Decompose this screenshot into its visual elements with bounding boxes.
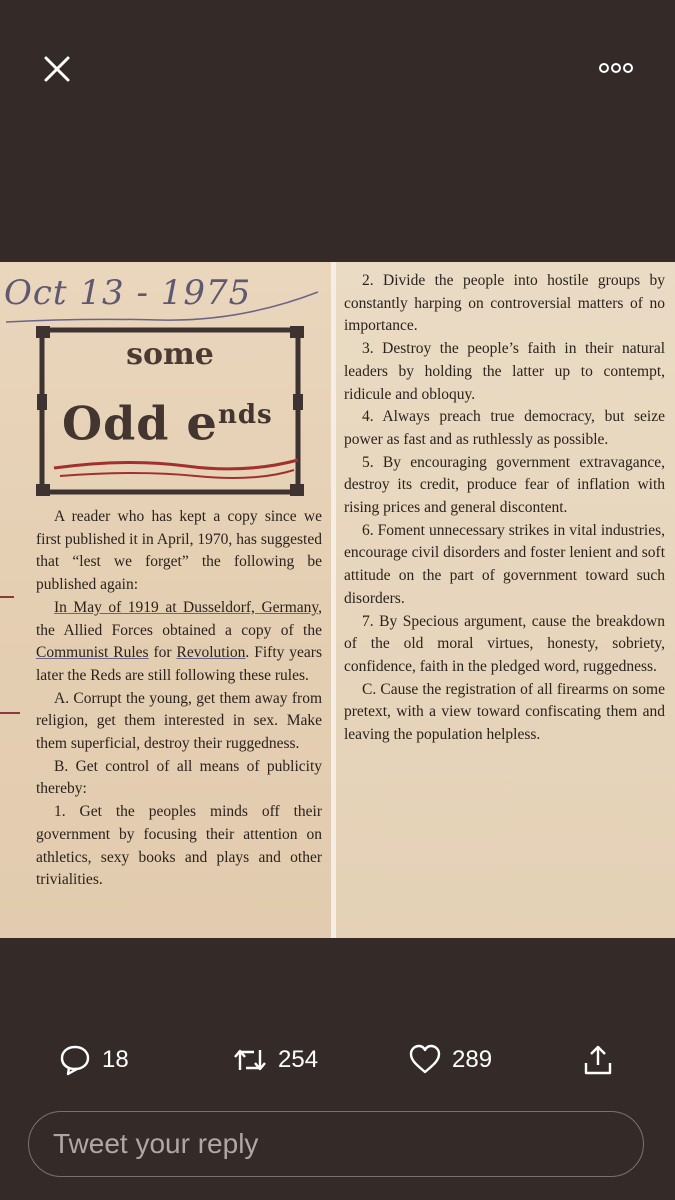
clipping-left-column xyxy=(0,262,332,938)
reply-placeholder: Tweet your reply xyxy=(53,1128,259,1159)
underlined-text: In May of 1919 at Dusseldorf, Germany xyxy=(54,598,319,616)
reply-count: 18 xyxy=(102,1046,129,1073)
paragraph: 2. Divide the people into hostile groups by constantly harping on controversial matters of no importance. xyxy=(344,272,665,335)
paragraph: B. Get control of all means of publicity thereby: xyxy=(36,757,322,798)
tweet-image[interactable] xyxy=(0,262,675,938)
more-options-button[interactable] xyxy=(596,56,636,80)
more-options-icon xyxy=(596,56,636,80)
retweet-count: 254 xyxy=(278,1046,319,1073)
margin-mark xyxy=(0,712,20,714)
paragraph: C. Cause the registration of all firearms on some pretext, with a view toward confiscating them and leaving the population helpless. xyxy=(344,680,665,744)
close-icon xyxy=(38,50,76,88)
header-frame xyxy=(36,326,304,498)
underlined-text: Revolution xyxy=(176,644,246,662)
paragraph: 7. By Specious argument, cause the breakdown of the old moral virtues, honesty, sobriety, confidence, faith in the pledged word, ruggedness. xyxy=(344,612,665,675)
retweet-button[interactable] xyxy=(232,1042,318,1078)
heart-icon xyxy=(408,1043,442,1077)
paragraph: 1. Get the peoples minds off their government by focusing their attention on athletics, sexy books and plays and other trivialities. xyxy=(36,803,322,889)
paragraph-text: . Fifty years later the Reds are still following these rules. xyxy=(36,644,323,684)
tweet-actions xyxy=(0,1030,675,1090)
paragraph: 6. Foment unnecessary strikes in vital industries, encourage civil disorders and foster lenient and soft attitude on the part of government toward such disorders. xyxy=(344,521,665,607)
handwritten-date: Oct 13 - 1975 xyxy=(4,273,252,313)
paragraph: A. Corrupt the young, get them away from religion, get them interested in sex. Make them superficial, destroy their ruggedness. xyxy=(36,689,322,753)
paragraph: 5. By encouraging government extravagance, destroy its credit, produce fear of inflation with rising prices and general discontent. xyxy=(344,453,665,517)
margin-mark xyxy=(0,596,14,598)
header-ends-nds: nds xyxy=(217,400,273,430)
underlined-text: Communist Rules xyxy=(36,644,149,662)
date-underline xyxy=(0,262,332,332)
reply-icon xyxy=(58,1043,92,1077)
reply-input[interactable] xyxy=(28,1111,644,1177)
share-button[interactable] xyxy=(582,1042,624,1078)
header-odd-ends xyxy=(62,395,273,452)
clipping-right-column xyxy=(336,262,675,938)
paragraph: 4. Always preach true democracy, but seize power as fast and as ruthlessly as possible. xyxy=(344,408,665,448)
retweet-icon xyxy=(232,1043,268,1077)
paragraph: A reader who has kept a copy since we first published it in April, 1970, has suggested that “lest we forget” the following be published again: xyxy=(36,508,322,594)
paragraph xyxy=(36,597,322,688)
share-icon xyxy=(582,1043,614,1077)
left-column-text xyxy=(36,506,322,892)
header-some: some xyxy=(126,337,214,372)
header-ends-e: e xyxy=(186,395,218,452)
like-count: 289 xyxy=(452,1046,493,1073)
paragraph-text: , the Allied Forces obtained a copy of the xyxy=(36,598,322,639)
close-button[interactable] xyxy=(38,50,76,88)
paragraph-text: for xyxy=(148,644,177,662)
paragraph: 3. Destroy the people’s faith in their natural leaders by holding the latter up to contempt, ridicule and obloquy. xyxy=(344,340,665,403)
like-button[interactable] xyxy=(408,1042,492,1078)
header-odd: Odd xyxy=(62,396,170,451)
reply-button[interactable] xyxy=(58,1042,129,1078)
